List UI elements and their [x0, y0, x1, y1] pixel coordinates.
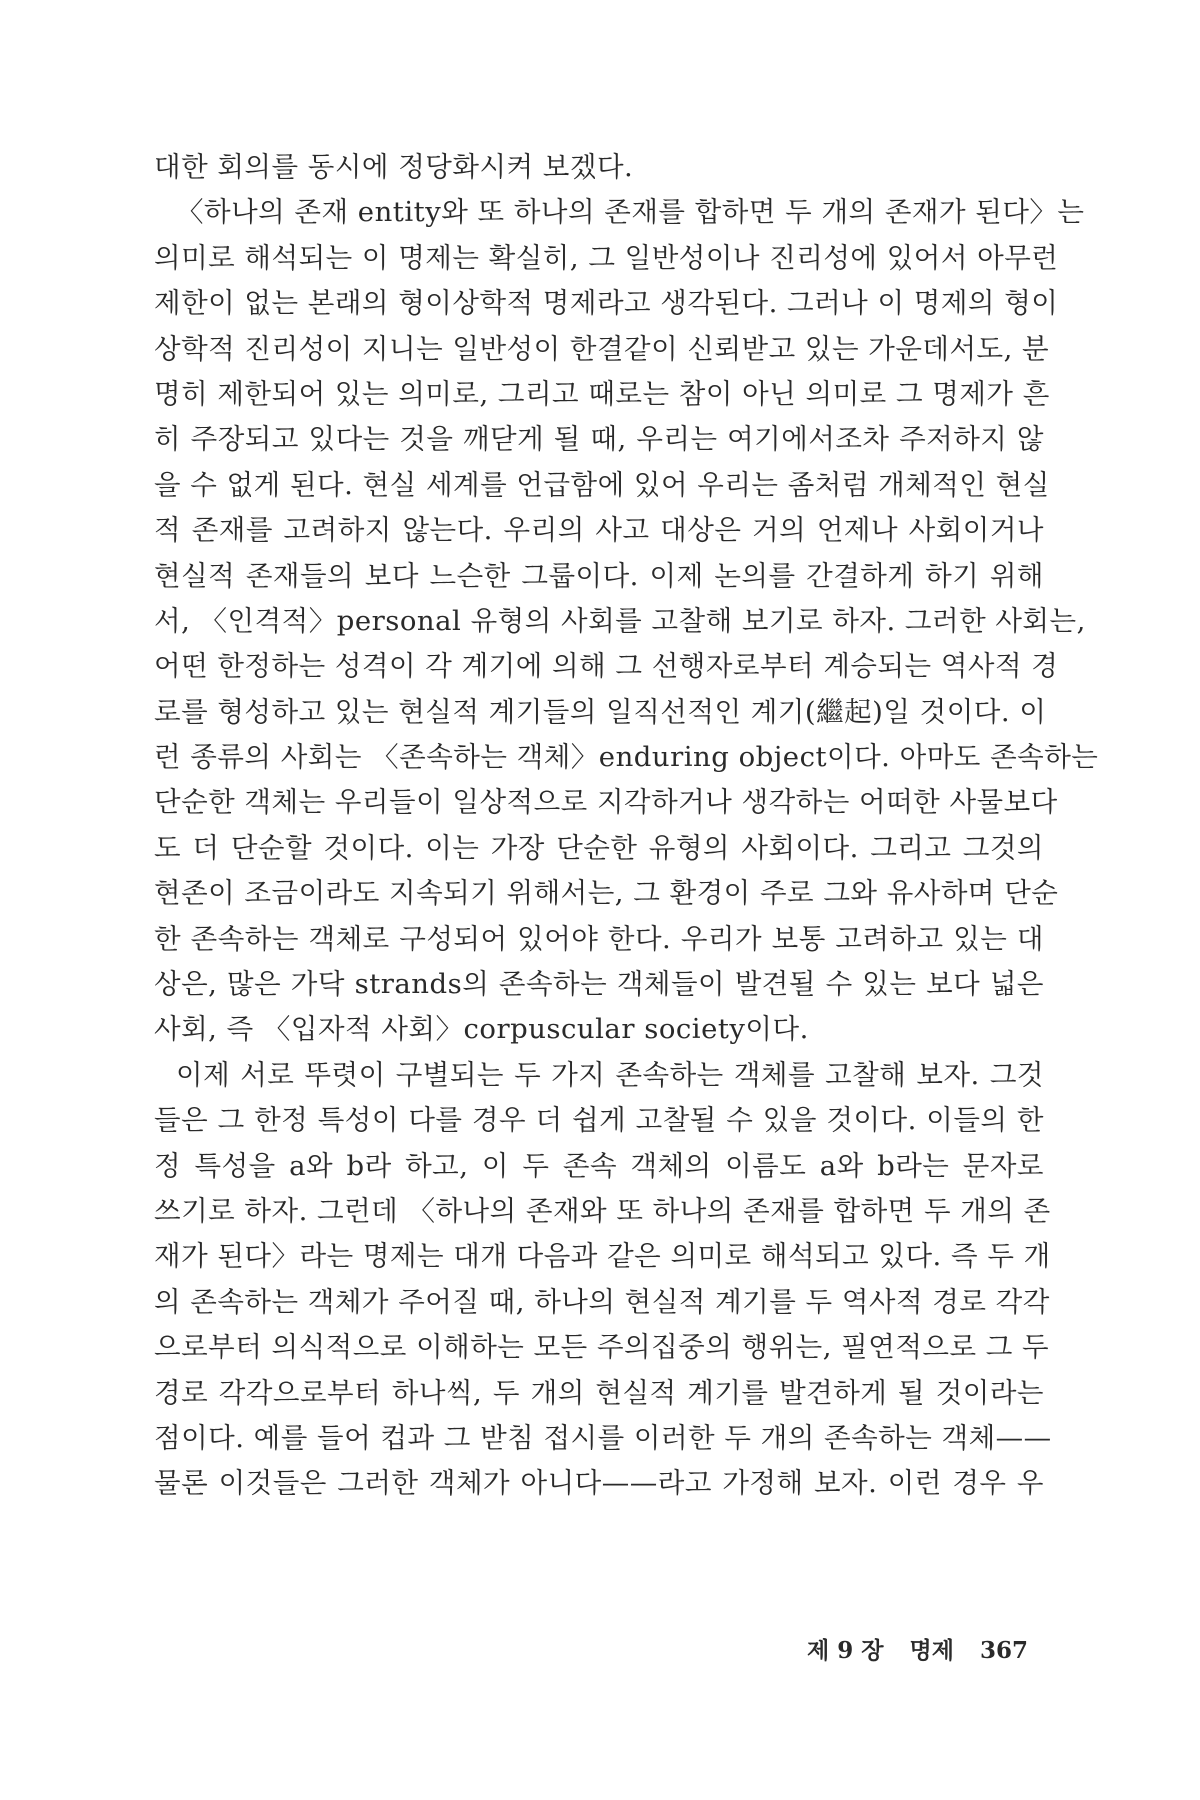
text-line: 으로부터 의식적으로 이해하는 모든 주의집중의 행위는, 필연적으로 그 두 — [154, 1331, 1050, 1364]
text-line: 적 존재를 고려하지 않는다. 우리의 사고 대상은 거의 언제나 사회이거나 — [154, 514, 1044, 547]
page-number: 367 — [979, 1637, 1028, 1664]
text-line: 들은 그 한정 특성이 다를 경우 더 쉽게 고찰될 수 있을 것이다. 이들의 한 — [154, 1104, 1044, 1137]
chapter-number: 제 9 장 — [807, 1637, 884, 1664]
text-line: 제한이 없는 본래의 형이상학적 명제라고 생각된다. 그러나 이 명제의 형이 — [154, 287, 1059, 320]
text-line: 〈하나의 존재 entity와 또 하나의 존재를 합하면 두 개의 존재가 된다〉는 — [176, 196, 1085, 229]
text-line: 서, 〈인격적〉personal 유형의 사회를 고찰해 보기로 하자. 그러한 사회는, — [154, 604, 1086, 637]
text-line: 명히 제한되어 있는 의미로, 그리고 때로는 참이 아닌 의미로 그 명제가 흔 — [154, 377, 1050, 410]
text-line: 경로 각각으로부터 하나씩, 두 개의 현실적 계기를 발견하게 될 것이라는 — [154, 1376, 1044, 1409]
text-line: 대한 회의를 동시에 정당화시켜 보겠다. — [154, 151, 634, 183]
text-line: 로를 형성하고 있는 현실적 계기들의 일직선적인 계기(繼起)일 것이다. 이 — [154, 695, 1047, 728]
chapter-title: 명제 — [909, 1637, 954, 1664]
text-line: 정 특성을 a와 b라 하고, 이 두 존속 객체의 이름도 a와 b라는 문자로 — [154, 1149, 1044, 1182]
text-line: 의미로 해석되는 이 명제는 확실히, 그 일반성이나 진리성에 있어서 아무런 — [154, 241, 1059, 274]
text-line: 한 존속하는 객체로 구성되어 있어야 한다. 우리가 보통 고려하고 있는 대 — [154, 922, 1044, 955]
text-line: 사회, 즉 〈입자적 사회〉corpuscular society이다. — [154, 1013, 809, 1046]
text-line: 도 더 단순할 것이다. 이는 가장 단순한 유형의 사회이다. 그리고 그것의 — [154, 831, 1044, 864]
text-line: 물론 이것들은 그러한 객체가 아니다——라고 가정해 보자. 이런 경우 우 — [154, 1467, 1044, 1500]
text-line: 이제 서로 뚜렷이 구별되는 두 가지 존속하는 객체를 고찰해 보자. 그것 — [176, 1058, 1044, 1091]
text-line: 을 수 없게 된다. 현실 세계를 언급함에 있어 우리는 좀처럼 개체적인 현실 — [154, 468, 1050, 501]
text-line: 히 주장되고 있다는 것을 깨닫게 될 때, 우리는 여기에서조차 주저하지 않 — [154, 423, 1044, 456]
text-line: 재가 된다〉라는 명제는 대개 다음과 같은 의미로 해석되고 있다. 즉 두 개 — [154, 1240, 1051, 1273]
text-line: 단순한 객체는 우리들이 일상적으로 지각하거나 생각하는 어떠한 사물보다 — [154, 786, 1058, 819]
text-line: 쓰기로 하자. 그런데 〈하나의 존재와 또 하나의 존재를 합하면 두 개의 존 — [154, 1194, 1051, 1227]
text-line: 어떤 한정하는 성격이 각 계기에 의해 그 선행자로부터 계승되는 역사적 경 — [154, 650, 1059, 683]
text-line: 의 존속하는 객체가 주어질 때, 하나의 현실적 계기를 두 역사적 경로 각각 — [154, 1285, 1050, 1318]
text-line: 런 종류의 사회는 〈존속하는 객체〉enduring object이다. 아마도 존속하는 — [154, 741, 1099, 774]
body-text — [154, 145, 1099, 1507]
text-line: 점이다. 예를 들어 컵과 그 받침 접시를 이러한 두 개의 존속하는 객체—— — [154, 1421, 1052, 1454]
text-line: 현실적 존재들의 보다 느슨한 그룹이다. 이제 논의를 간결하게 하기 위해 — [154, 559, 1044, 592]
text-line: 현존이 조금이라도 지속되기 위해서는, 그 환경이 주로 그와 유사하며 단순 — [154, 877, 1059, 910]
running-footer — [807, 1632, 1028, 1665]
text-line: 상학적 진리성이 지니는 일반성이 한결같이 신뢰받고 있는 가운데서도, 분 — [154, 332, 1050, 365]
text-line: 상은, 많은 가닥 strands의 존속하는 객체들이 발견될 수 있는 보다 넓은 — [154, 968, 1044, 1001]
